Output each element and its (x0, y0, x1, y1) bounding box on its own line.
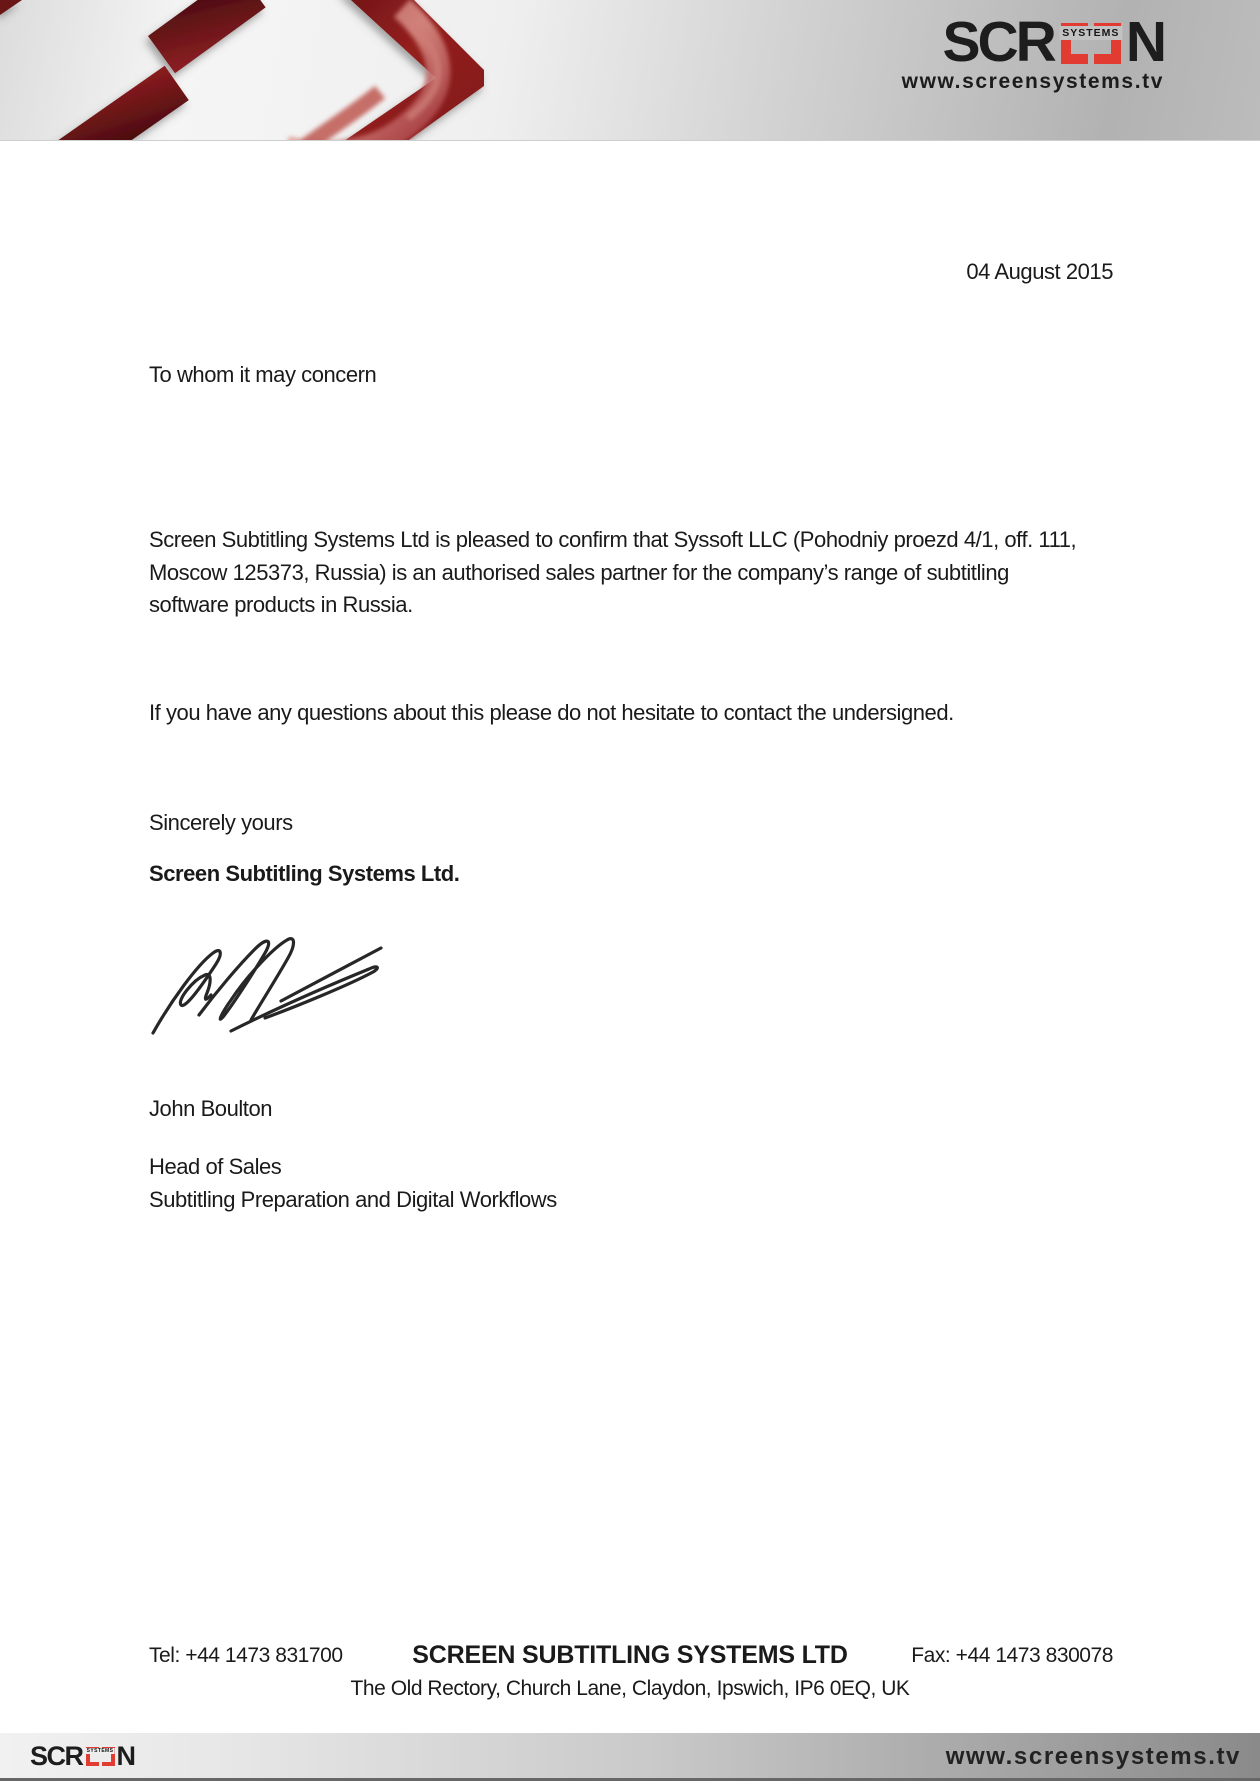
screen-logo (942, 9, 1164, 74)
footer-address: The Old Rectory, Church Lane, Claydon, Ipswich, IP6 0EQ, UK (350, 1677, 910, 1700)
header-website: www.screensystems.tv (901, 70, 1164, 93)
logo-text-n: N (116, 1740, 135, 1771)
footer-screen-logo (30, 1742, 135, 1770)
footer-company-name: SCREEN SUBTITLING SYSTEMS LTD (412, 1641, 848, 1669)
logo-text-scr: SCR (30, 1740, 83, 1771)
logo-systems-badge: SYSTEMS (1059, 26, 1122, 40)
paragraph-line: Screen Subtitling Systems Ltd is pleased to confirm that Syssoft LLC (Pohodniy proezd 4/1, off. 111, (149, 527, 1077, 552)
closing-line: Sincerely yours (149, 810, 293, 835)
bottom-bar (0, 1733, 1260, 1781)
signatory-name: John Boulton (149, 1096, 273, 1121)
body-paragraph-2: If you have any questions about this please do not hesitate to contact the undersigned. (149, 700, 954, 725)
footer-tel: Tel: +44 1473 831700 (149, 1644, 343, 1667)
logo-text-n: N (1125, 9, 1164, 74)
signatory-title-block (149, 1151, 557, 1216)
footer-website: www.screensystems.tv (945, 1743, 1241, 1770)
signatory-department: Subtitling Preparation and Digital Workflows (149, 1186, 557, 1212)
header-banner (0, 0, 1260, 141)
paragraph-line: Moscow 125373, Russia) is an authorised sales partner for the company’s range of subtitling (149, 559, 1009, 585)
company-name-bold: Screen Subtitling Systems Ltd. (149, 861, 460, 886)
signatory-title: Head of Sales (149, 1154, 282, 1179)
logo-systems-badge: SYSTEMS (86, 1748, 114, 1754)
body-paragraph-1 (149, 524, 1076, 622)
letter-date: 04 August 2015 (966, 259, 1113, 284)
logo-brackets (1061, 23, 1121, 64)
logo-text-scr: SCR (942, 9, 1054, 74)
signature-image (135, 903, 400, 1051)
logo-brackets (86, 1747, 115, 1766)
footer-fax: Fax: +44 1473 830078 (911, 1644, 1113, 1667)
signature-scribble (135, 903, 400, 1051)
paragraph-line: software products in Russia. (149, 592, 413, 617)
salutation: To whom it may concern (149, 362, 377, 387)
